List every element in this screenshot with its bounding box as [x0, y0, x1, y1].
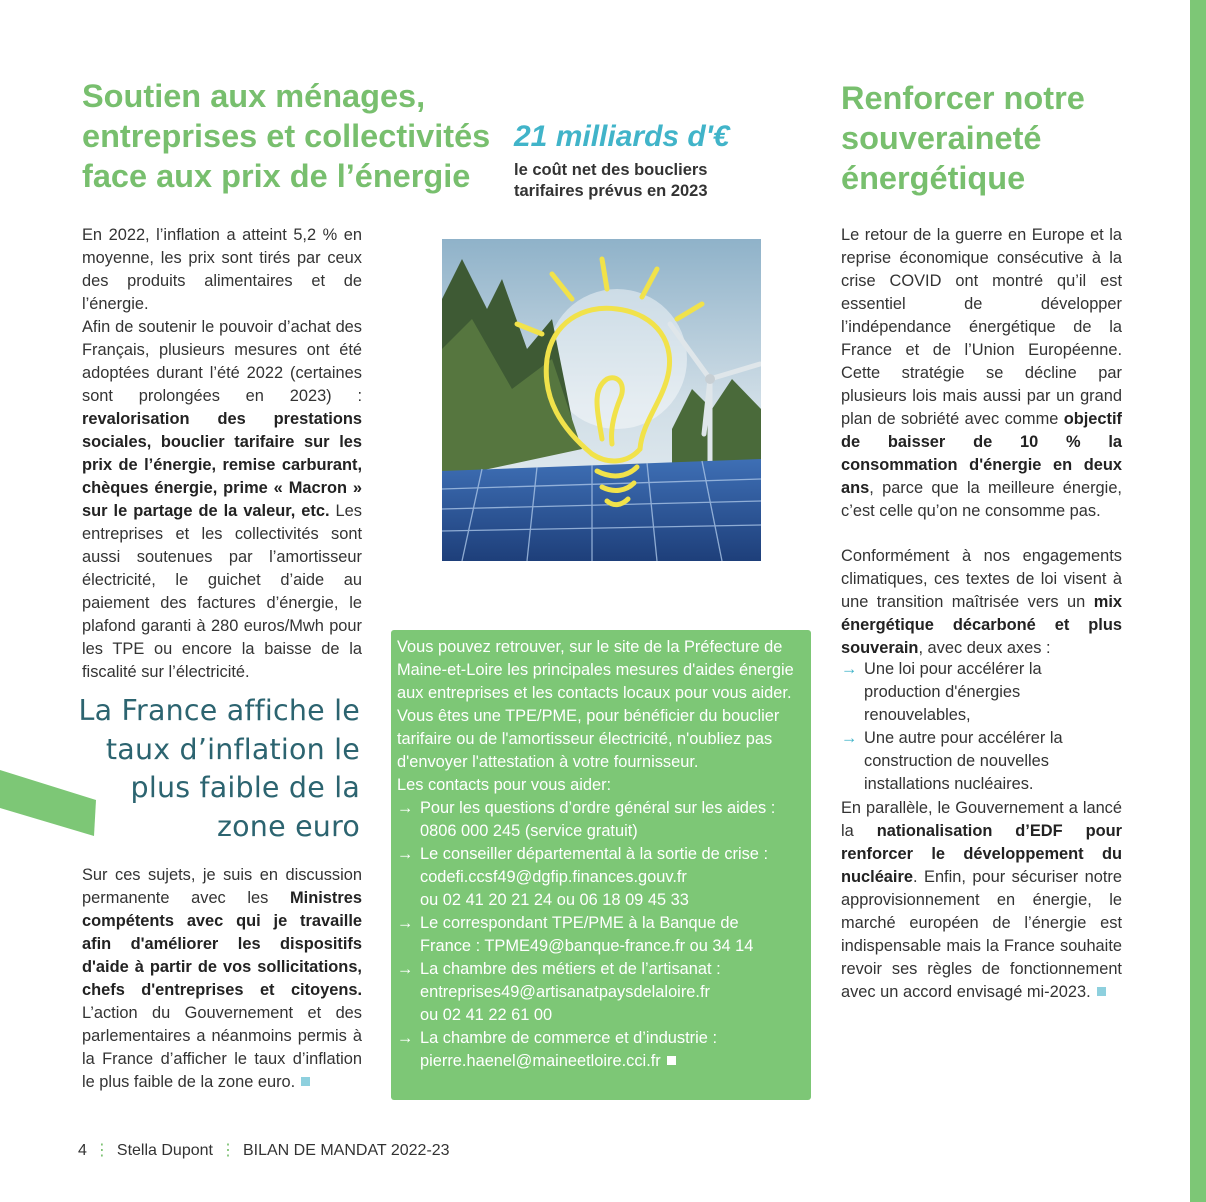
stat-caption: le coût net des boucliers tarifaires prévus en 2023: [514, 161, 708, 200]
paragraph-edf-bold: nationalisation d’EDF pour renforcer le développement du nucléaire: [841, 822, 1122, 886]
title-soutien: Soutien aux ménages, entreprises et collectivités face aux prix de l’énergie: [82, 78, 491, 194]
contact-line: Le correspondant TPE/PME à la Banque de: [420, 914, 739, 932]
right-edge-stripe: [1190, 0, 1206, 1202]
contacts-box: [391, 630, 811, 1100]
box-intro: Vous pouvez retrouver, sur le site de la Préfecture de Maine-et-Loire les principales mesures d'aides énergie aux entreprises et les contacts locaux pour vous aider.: [397, 638, 794, 702]
end-mark-icon: [1097, 987, 1106, 996]
contact-item: [397, 912, 805, 958]
footer-separator: ⋮: [93, 1142, 110, 1159]
paragraph-engagements: [841, 545, 1122, 660]
contact-line: La chambre de commerce et d’industrie :: [420, 1029, 717, 1047]
end-mark-icon: [301, 1077, 310, 1086]
paragraph-independance-a: Le retour de la guerre en Europe et la reprise économique consécutive à la crise COVID ont montré qu’il est essentiel de développer l’indépendance énergétique de la France et de l’Union Européenne. Cette stratégie se décline par plusieurs lois mais aussi par un grand plan de sobriété avec comme: [841, 226, 1122, 428]
paragraph-engagements-bold: mix énergétique décarboné et plus souverain: [841, 593, 1122, 657]
box-tpe: Vous êtes une TPE/PME, pour bénéficier du bouclier tarifaire ou de l'amortisseur électricité, n'oubliez pas d'envoyer l'attestation à votre fournisseur.: [397, 707, 780, 771]
paragraph-discussion-a: Sur ces sujets, je suis en discussion permanente avec les: [82, 866, 362, 907]
paragraph-inflation-a: En 2022, l’inflation a atteint 5,2 % en moyenne, les prix sont tirés par ceux des produits alimentaires et de l’énergie.: [82, 226, 362, 313]
arrow-right-icon: →: [397, 799, 414, 817]
contact-email[interactable]: codefi.ccsf49@dgfip.finances.gouv.fr: [420, 868, 687, 886]
paragraph-inflation-bold: revalorisation des prestations sociales, bouclier tarifaire sur les prix de l’énergie, remise carburant, chèques énergie, prime « Macron » sur le partage de la valeur, etc.: [82, 410, 362, 520]
paragraph-engagements-b: , avec deux axes :: [918, 639, 1051, 657]
paragraph-discussion-b: L’action du Gouvernement et des parlementaires a néanmoins permis à la France d’afficher le taux d’inflation le plus faible de la zone euro.: [82, 1004, 362, 1091]
axis-text: Une autre pour accélérer la construction de nouvelles installations nucléaires.: [864, 729, 1063, 793]
footer-author: Stella Dupont: [116, 1142, 213, 1159]
contact-email[interactable]: pierre.haenel@maineetloire.cci.fr: [420, 1052, 661, 1070]
contact-item: [397, 958, 805, 1027]
paragraph-edf-b: . Enfin, pour sécuriser notre approvisionnement en énergie, le marché européen de l’énergie est indispensable mais la France souhaite revoir ses règles de fonctionnement avec un accord envisagé mi-2023.: [841, 868, 1122, 1001]
paragraph-discussion-bold: Ministres compétents avec qui je travaille afin d'améliorer les dispositifs d'aide à partir de vos sollicitations, chefs d'entreprises et citoyens.: [82, 889, 362, 999]
contact-line: 0806 000 245 (service gratuit): [420, 822, 638, 840]
contact-item: [397, 797, 805, 843]
contact-item: [397, 843, 805, 912]
title-souverainete: Renforcer notre souveraineté énergétique: [841, 80, 1085, 196]
contact-line: France : TPME49@banque-france.fr ou 34 14: [420, 937, 754, 955]
paragraph-independance-b: , parce que la meilleure énergie, c’est celle qu’on ne consomme pas.: [841, 479, 1122, 520]
paragraph-inflation-c: Les entreprises et les collectivités sont aussi soutenues par l’amortisseur électricité, le guichet d’aide au paiement des factures d’énergie, le plafond garanti à 280 euros/Mwh pour les TPE ou encore la baisse de la fiscalité sur l’électricité.: [82, 502, 362, 681]
paragraph-edf: [841, 797, 1122, 1004]
arrow-right-icon: →: [397, 914, 414, 932]
page-footer: [78, 1140, 450, 1160]
contact-line: Pour les questions d’ordre général sur les aides :: [420, 799, 776, 817]
contact-email[interactable]: entreprises49@artisanatpaysdelaloire.fr: [420, 983, 710, 1001]
footer-separator: ⋮: [219, 1142, 236, 1159]
paragraph-inflation: [82, 224, 362, 684]
contact-email-line: [420, 1050, 805, 1073]
axes-list: [841, 658, 1122, 796]
contact-line: La chambre des métiers et de l’artisanat :: [420, 960, 721, 978]
box-contacts-heading: Les contacts pour vous aider:: [397, 776, 612, 794]
arrow-right-icon: →: [841, 660, 858, 678]
axis-item: [841, 727, 1122, 796]
contact-line: ou 02 41 20 21 24 ou 06 18 09 45 33: [420, 891, 689, 909]
pull-quote: La France affiche le taux d’inflation le plus faible de la zone euro: [78, 694, 360, 843]
arrow-right-icon: →: [397, 845, 414, 863]
paragraph-discussion: [82, 864, 362, 1094]
contact-item: [397, 1027, 805, 1073]
page-number: 4: [78, 1142, 87, 1159]
axis-text: Une loi pour accélérer la production d'énergies renouvelables,: [864, 660, 1042, 724]
paragraph-edf-a: En parallèle, le Gouvernement a lancé la: [841, 799, 1122, 840]
stat-value: 21 milliards d'€: [514, 120, 730, 153]
paragraph-independance-bold: objectif de baisser de 10 % la consommation d'énergie en deux ans: [841, 410, 1122, 497]
contact-line: Le conseiller départemental à la sortie de crise :: [420, 845, 769, 863]
contact-line: ou 02 41 22 61 00: [420, 1006, 553, 1024]
paragraph-inflation-b: Afin de soutenir le pouvoir d’achat des Français, plusieurs mesures ont été adoptées durant l’été 2022 (certaines sont prolongées en 2023) :: [82, 318, 362, 405]
axis-item: [841, 658, 1122, 727]
lightbulb-solar-wind-image: [442, 239, 761, 561]
arrow-right-icon: →: [397, 1029, 414, 1047]
arrow-right-icon: →: [841, 729, 858, 747]
footer-doc-title: BILAN DE MANDAT 2022-23: [242, 1142, 450, 1159]
end-mark-icon: [667, 1056, 676, 1065]
paragraph-engagements-a: Conformément à nos engagements climatiques, ces textes de loi visent à une transition maîtrisée vers un: [841, 547, 1122, 611]
energy-photo: [442, 239, 761, 561]
arrow-right-icon: →: [397, 960, 414, 978]
paragraph-independance: [841, 224, 1122, 523]
